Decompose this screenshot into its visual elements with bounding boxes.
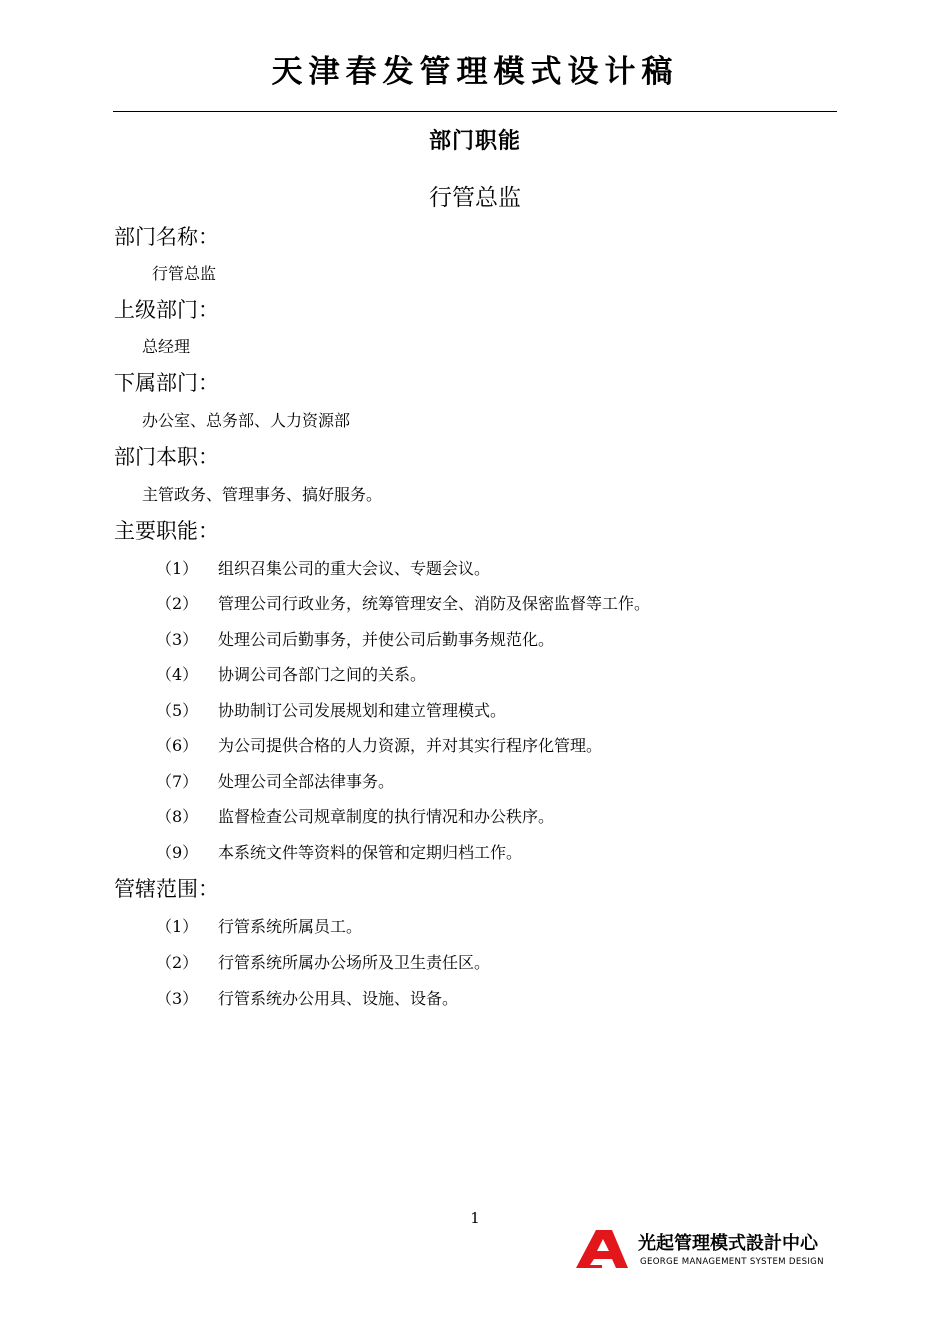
- list-item-number: （3）: [156, 630, 199, 649]
- list-item-text: 协助制订公司发展规划和建立管理模式。: [218, 701, 507, 720]
- list-item: [156, 916, 362, 938]
- header-title: 天津春发管理模式设计稿: [271, 54, 679, 90]
- list-item-number: （1）: [156, 917, 199, 936]
- section-heading-jurisdiction: 管辖范围：: [114, 877, 219, 901]
- header-rule: [113, 111, 837, 112]
- list-item-text: 组织召集公司的重大会议、专题会议。: [218, 559, 491, 578]
- list-item-text: 行管系统办公用具、设施、设备。: [218, 989, 459, 1008]
- list-item-number: （8）: [156, 807, 199, 826]
- list-item-text: 管理公司行政业务，统筹管理安全、消防及保密监督等工作。: [218, 594, 651, 613]
- list-item-number: （4）: [156, 665, 199, 684]
- list-item: [156, 806, 554, 828]
- a-logo-icon: [574, 1228, 634, 1272]
- section-heading-main-functions: 主要职能：: [114, 519, 219, 543]
- list-item-text: 协调公司各部门之间的关系。: [218, 665, 427, 684]
- list-item: [156, 558, 490, 580]
- logo-text-english: GEORGE MANAGEMENT SYSTEM DESIGN: [640, 1257, 824, 1267]
- section-heading-core-duty: 部门本职：: [114, 445, 219, 469]
- document-title: 部门职能: [428, 129, 521, 154]
- logo-text-chinese: 光起管理模式設計中心: [638, 1233, 818, 1254]
- list-item: [156, 771, 394, 793]
- list-item-number: （5）: [156, 701, 199, 720]
- list-item-number: （1）: [156, 559, 199, 578]
- list-item-text: 处理公司后勤事务，并使公司后勤事务规范化。: [218, 630, 555, 649]
- list-item: [156, 842, 522, 864]
- list-item-text: 本系统文件等资料的保管和定期归档工作。: [218, 843, 523, 862]
- company-logo: [574, 1228, 839, 1272]
- list-item-number: （3）: [156, 989, 199, 1008]
- core-duty-value: 主管政务、管理事务、搞好服务。: [142, 485, 383, 504]
- document-subtitle: 行管总监: [429, 185, 521, 211]
- list-item-text: 行管系统所属员工。: [218, 917, 363, 936]
- section-heading-parent-dept: 上级部门：: [114, 298, 219, 322]
- list-item-number: （2）: [156, 594, 199, 613]
- list-item: [156, 664, 426, 686]
- section-heading-sub-depts: 下属部门：: [114, 371, 219, 395]
- list-item-text: 行管系统所属办公场所及卫生责任区。: [218, 953, 491, 972]
- list-item: [156, 988, 458, 1010]
- list-item-number: （6）: [156, 736, 199, 755]
- list-item: [156, 629, 554, 651]
- list-item-text: 为公司提供合格的人力资源，并对其实行程序化管理。: [218, 736, 603, 755]
- sub-depts-value: 办公室、总务部、人力资源部: [142, 411, 351, 430]
- list-item: [156, 700, 506, 722]
- parent-dept-value: 总经理: [142, 337, 191, 356]
- list-item: [156, 593, 650, 615]
- section-heading-dept-name: 部门名称：: [114, 225, 219, 249]
- list-item: [156, 735, 602, 757]
- list-item-number: （2）: [156, 953, 199, 972]
- list-item-number: （9）: [156, 843, 199, 862]
- list-item-text: 监督检查公司规章制度的执行情况和办公秩序。: [218, 807, 555, 826]
- list-item-number: （7）: [156, 772, 199, 791]
- list-item: [156, 952, 490, 974]
- list-item-text: 处理公司全部法律事务。: [218, 772, 395, 791]
- page-number: 1: [470, 1209, 480, 1227]
- dept-name-value: 行管总监: [152, 264, 217, 283]
